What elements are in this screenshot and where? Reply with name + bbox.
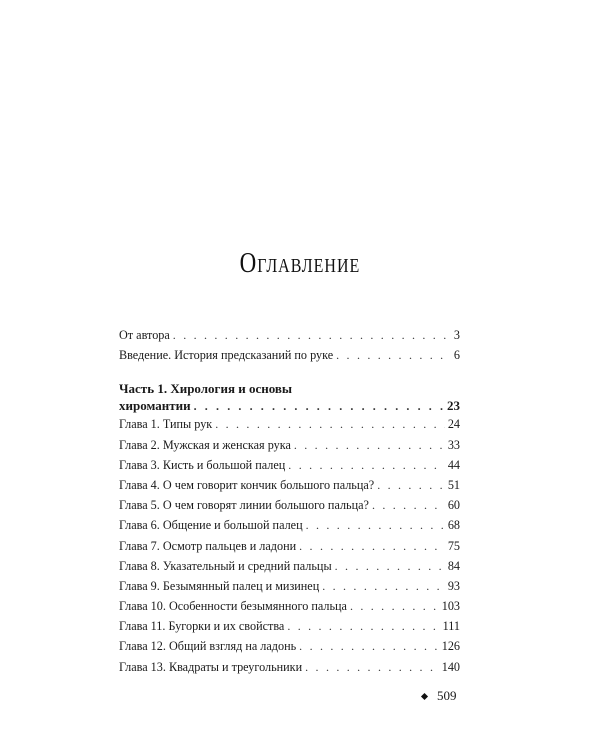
- dot-leader: [215, 417, 445, 432]
- chapter-list: [119, 417, 460, 679]
- dot-leader: [299, 539, 445, 554]
- dot-leader: [294, 438, 445, 453]
- chapter-entry[interactable]: [119, 599, 460, 619]
- dot-leader: [194, 399, 444, 414]
- front-matter-entry-page-number: 3: [453, 328, 460, 342]
- dot-leader: [322, 579, 445, 594]
- dot-leader: [173, 328, 451, 343]
- page-title: Оглавление: [239, 246, 361, 278]
- chapter-entry-page-number: 33: [447, 437, 460, 452]
- chapter-entry-page-number: 44: [447, 457, 460, 472]
- dot-leader: [288, 458, 445, 473]
- part-title-line2: хиромантии: [119, 398, 191, 414]
- dot-leader: [306, 518, 445, 533]
- table-of-contents: [119, 328, 460, 680]
- chapter-entry[interactable]: [119, 458, 460, 478]
- chapter-entry-page-number: 60: [447, 498, 460, 513]
- chapter-entry-title: Глава 7. Осмотр пальцев и ладони: [119, 538, 297, 553]
- front-matter-entry-title: От автора: [119, 328, 170, 342]
- dot-leader: [305, 660, 439, 675]
- chapter-entry[interactable]: [119, 619, 460, 639]
- front-matter-list: [119, 328, 460, 368]
- dot-leader: [299, 639, 439, 654]
- chapter-entry-page-number: 126: [441, 639, 460, 654]
- chapter-entry-page-number: 75: [447, 538, 460, 553]
- dot-leader: [377, 478, 445, 493]
- chapter-entry-title: Глава 12. Общий взгляд на ладонь: [119, 639, 297, 654]
- part-entry[interactable]: [119, 380, 460, 417]
- chapter-entry[interactable]: [119, 539, 460, 559]
- front-matter-entry-page-number: 6: [453, 348, 460, 363]
- chapter-entry-page-number: 84: [447, 558, 460, 573]
- chapter-entry[interactable]: [119, 417, 460, 437]
- front-matter-entry[interactable]: [119, 328, 460, 348]
- front-matter-entry[interactable]: [119, 348, 460, 368]
- chapter-entry[interactable]: [119, 660, 460, 680]
- front-matter-entry-title: Введение. История предсказаний по руке: [119, 348, 334, 363]
- chapter-entry[interactable]: [119, 438, 460, 458]
- dot-leader: [335, 559, 445, 574]
- dot-leader: [287, 619, 439, 634]
- dot-leader: [350, 599, 439, 614]
- chapter-entry-page-number: 93: [447, 578, 460, 593]
- chapter-entry-page-number: 111: [442, 619, 460, 634]
- chapter-entry-title: Глава 2. Мужская и женская рука: [119, 437, 291, 452]
- chapter-entry[interactable]: [119, 579, 460, 599]
- chapter-entry-title: Глава 8. Указательный и средний пальцы: [119, 558, 332, 573]
- chapter-entry-title: Глава 1. Типы рук: [119, 417, 213, 432]
- chapter-entry-page-number: 51: [447, 477, 460, 492]
- chapter-entry[interactable]: [119, 498, 460, 518]
- chapter-entry-title: Глава 13. Квадраты и треугольники: [119, 659, 303, 674]
- chapter-entry-page-number: 140: [441, 659, 460, 674]
- dot-leader: [372, 498, 445, 513]
- chapter-entry-title: Глава 11. Бугорки и их свойства: [119, 619, 285, 634]
- dot-leader: [336, 348, 451, 363]
- chapter-entry[interactable]: [119, 559, 460, 579]
- chapter-entry[interactable]: [119, 639, 460, 659]
- chapter-entry-page-number: 103: [441, 599, 460, 614]
- chapter-entry[interactable]: [119, 518, 460, 538]
- chapter-entry-title: Глава 6. Общение и большой палец: [119, 518, 303, 533]
- page-number: 509: [437, 688, 457, 703]
- chapter-entry-title: Глава 9. Безымянный палец и мизинец: [119, 578, 320, 593]
- diamond-ornament-icon: [421, 692, 428, 699]
- part-page-number: 23: [447, 398, 460, 414]
- chapter-entry-title: Глава 10. Особенности безымянного пальца: [119, 599, 347, 614]
- part-title-line1: Часть 1. Хирология и основы: [119, 381, 293, 397]
- chapter-entry-title: Глава 3. Кисть и большой палец: [119, 457, 286, 472]
- chapter-entry-page-number: 68: [447, 518, 460, 533]
- page-footer: [422, 688, 457, 704]
- chapter-entry-page-number: 24: [447, 417, 460, 432]
- chapter-entry-title: Глава 4. О чем говорит кончик большого пальца?: [119, 477, 375, 492]
- chapter-entry[interactable]: [119, 478, 460, 498]
- chapter-entry-title: Глава 5. О чем говорят линии большого пальца?: [119, 498, 369, 513]
